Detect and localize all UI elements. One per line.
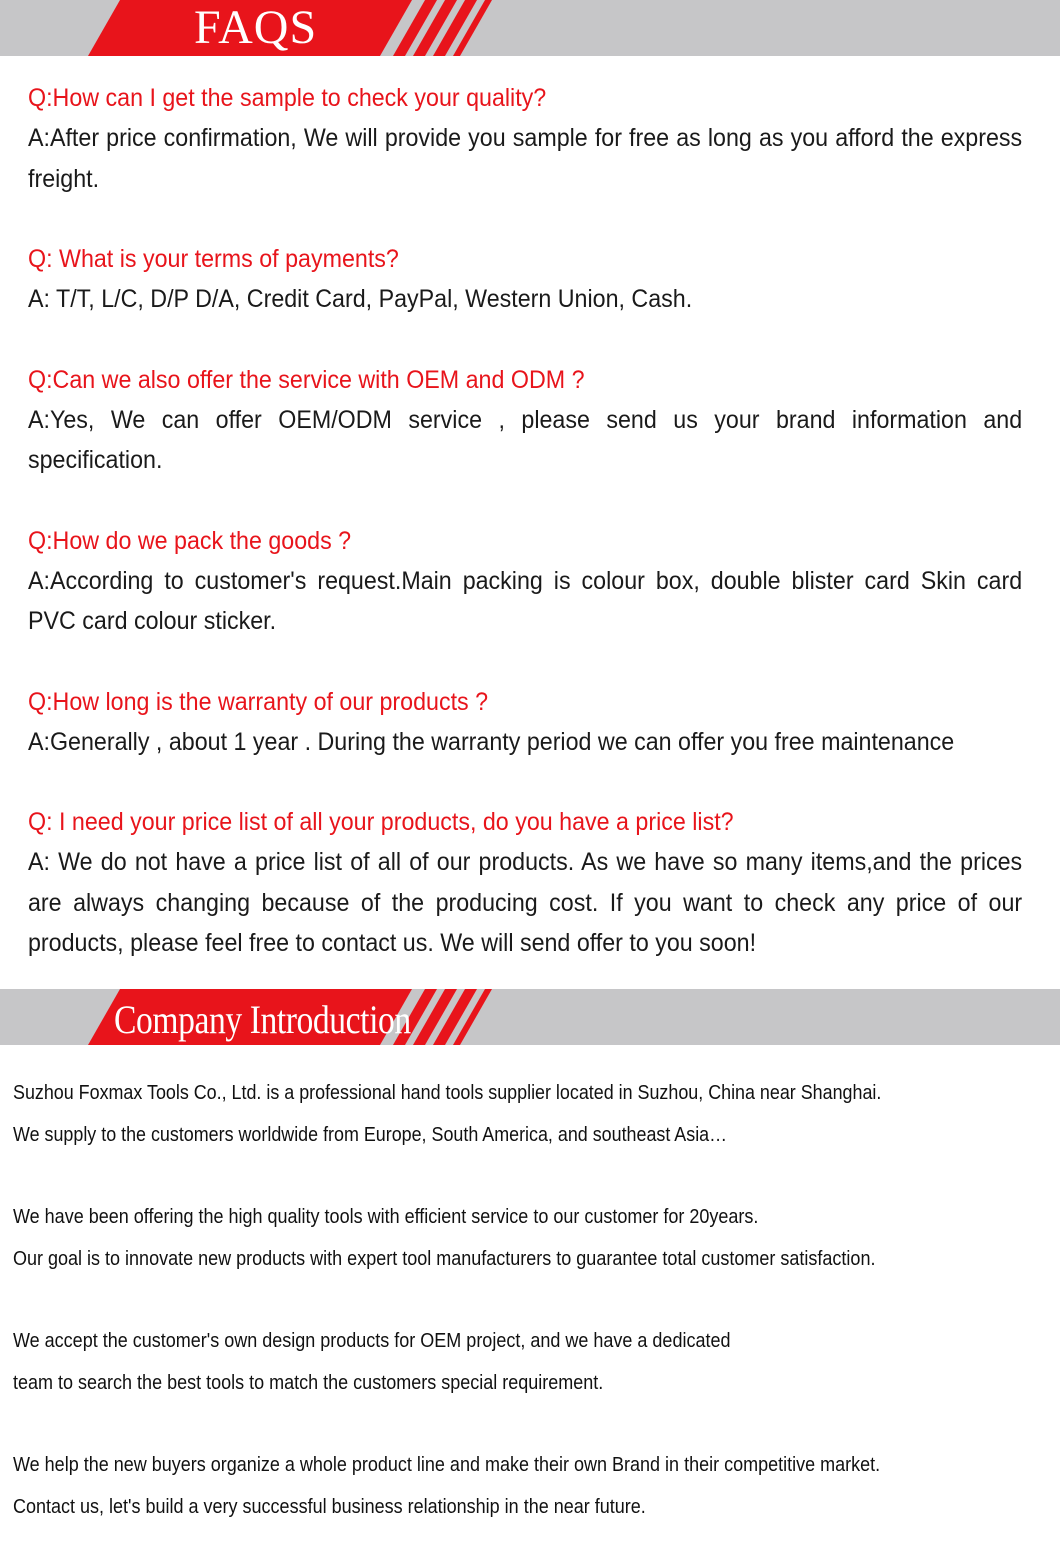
- faq-question: Q:How do we pack the goods ?: [28, 526, 352, 555]
- faq-answer: [28, 842, 1022, 964]
- intro-line: We have been offering the high quality tools with efficient service to our customer for 20years.: [13, 1206, 759, 1228]
- company-intro-banner-title: Company Introduction: [114, 997, 411, 1042]
- faq-item: [28, 239, 1022, 320]
- faq-answer-text: A: T/T, L/C, D/P D/A, Credit Card, PayPal, Western Union, Cash.: [28, 285, 693, 313]
- faq-banner-ribbon: [0, 0, 1060, 56]
- faq-question: Q: What is your terms of payments?: [28, 245, 399, 273]
- intro-line: We supply to the customers worldwide from Europe, South America, and southeast Asia…: [13, 1124, 728, 1146]
- faq-question: Q:How long is the warranty of our products ?: [28, 687, 489, 716]
- faq-answer-text: A:Yes, We can offer OEM/ODM service , please send us your brand information and specification.: [28, 405, 1023, 474]
- faq-item: [28, 802, 1022, 964]
- faq-banner-title: FAQS: [194, 1, 318, 54]
- faq-item: [28, 682, 1022, 763]
- faq-answer: [28, 400, 1022, 481]
- faq-question: Q:Can we also offer the service with OEM and ODM ?: [28, 365, 585, 394]
- faq-item: [28, 78, 1022, 199]
- intro-line: We help the new buyers organize a whole product line and make their own Brand in their competitive market.: [13, 1454, 881, 1476]
- faq-question: Q:How can I get the sample to check your quality?: [28, 84, 547, 112]
- intro-line: Our goal is to innovate new products with expert tool manufacturers to guarantee total customer satisfaction.: [13, 1248, 876, 1270]
- company-intro-banner: [0, 989, 1060, 1045]
- faq-banner: [0, 0, 1060, 56]
- faq-answer-text: A:After price confirmation, We will provide you sample for free as long as you afford the express freight.: [28, 124, 1023, 193]
- company-intro: [13, 1072, 1053, 1528]
- intro-line: We accept the customer's own design products for OEM project, and we have a dedicated: [13, 1330, 731, 1352]
- faq-answer-text: A:According to customer's request.Main packing is colour box, double blister card Skin card PVC card colour sticker.: [28, 566, 1023, 635]
- faq-answer: [28, 561, 1022, 642]
- faq-answer-text: A: We do not have a price list of all of our products. As we have so many items,and the prices are always changing because of the producing cost. If you want to check any price of our products, please feel free to contact us. We will send offer to you soon!: [28, 848, 1023, 957]
- faq-answer: [28, 722, 1022, 763]
- faq-item: [28, 360, 1022, 481]
- faq-answer: [28, 118, 1022, 199]
- faq-question: Q: I need your price list of all your products, do you have a price list?: [28, 808, 734, 836]
- faq-list: [28, 78, 1022, 964]
- intro-line: team to search the best tools to match the customers special requirement.: [13, 1372, 604, 1394]
- faq-item: [28, 521, 1022, 642]
- faq-answer-text: A:Generally , about 1 year . During the warranty period we can offer you free maintenance: [28, 727, 955, 756]
- faq-answer: [28, 279, 1022, 320]
- intro-line: Suzhou Foxmax Tools Co., Ltd. is a professional hand tools supplier located in Suzhou, China near Shanghai.: [13, 1082, 882, 1104]
- intro-line: Contact us, let's build a very successful business relationship in the near future.: [13, 1496, 646, 1518]
